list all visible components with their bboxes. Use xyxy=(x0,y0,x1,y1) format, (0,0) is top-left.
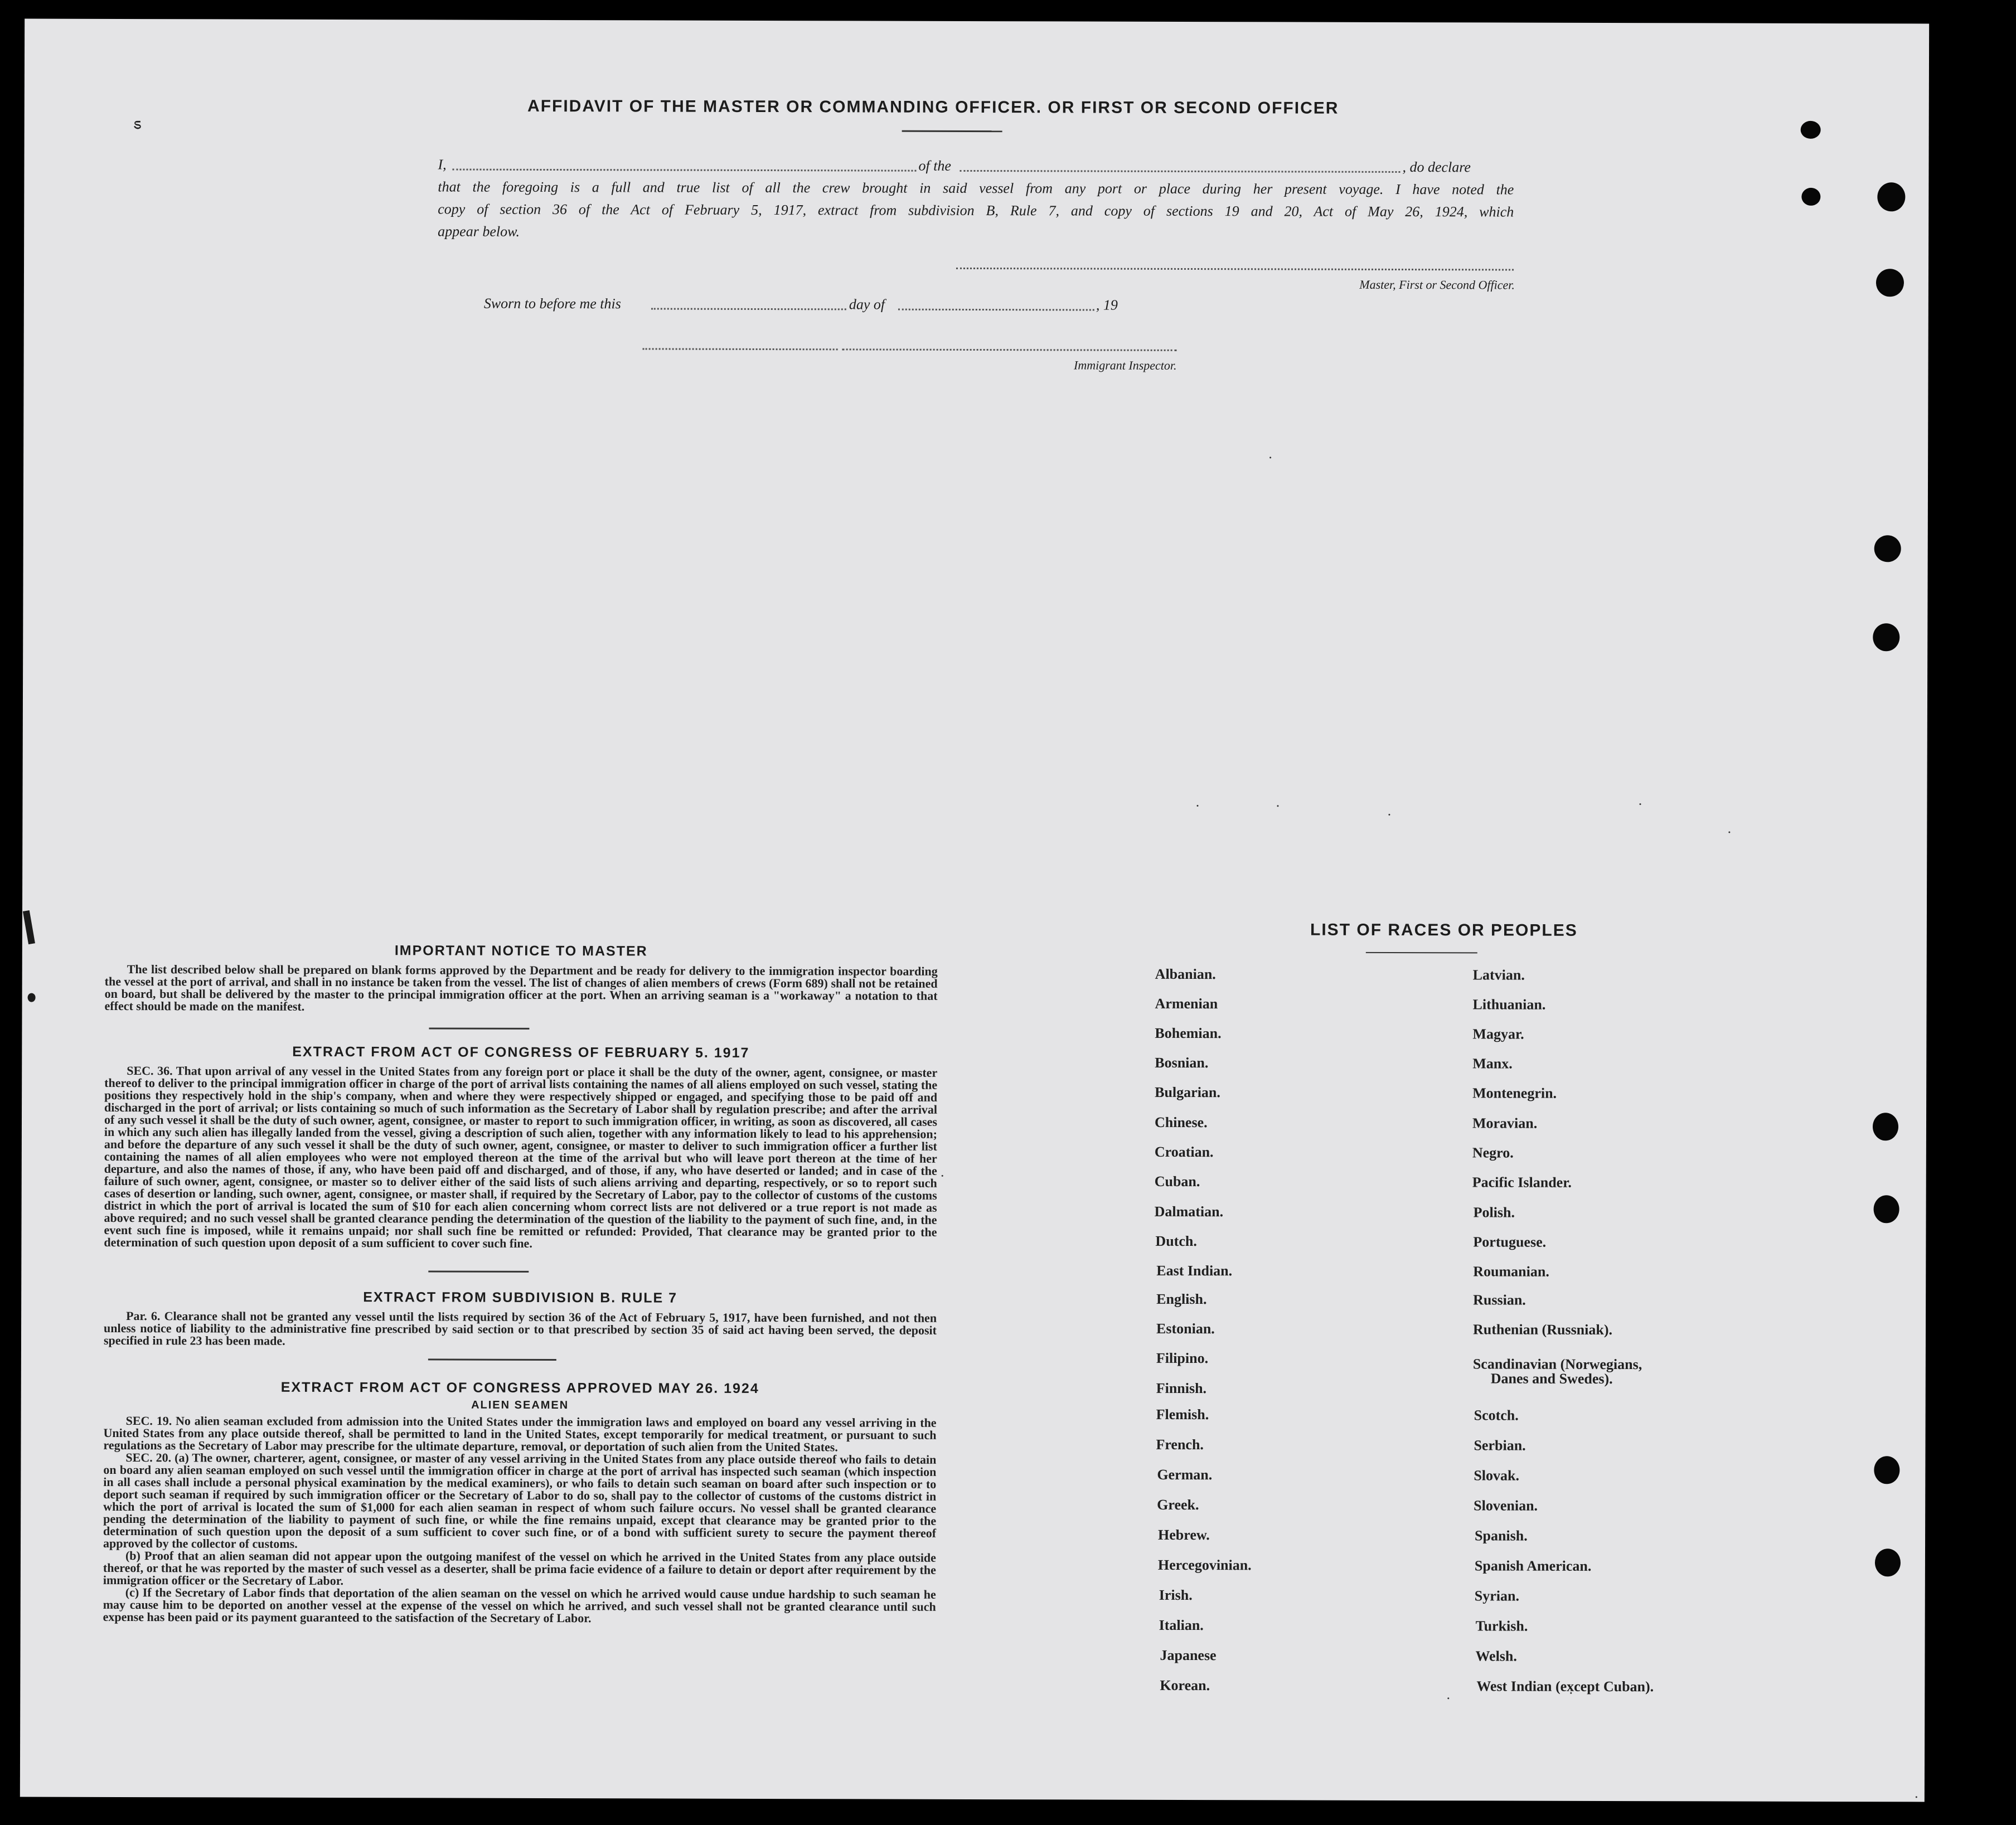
race-item: German. xyxy=(1157,1466,1213,1483)
affidavit-declare: , do declare xyxy=(1402,159,1471,176)
race-item: Irish. xyxy=(1159,1586,1193,1604)
day-blank[interactable] xyxy=(651,308,846,310)
race-item: Dalmatian. xyxy=(1154,1203,1224,1220)
notice-body xyxy=(105,963,938,1015)
edge-mark: ಽ xyxy=(133,116,142,133)
race-item: Manx. xyxy=(1472,1055,1513,1072)
race-item: Armenian xyxy=(1155,995,1218,1012)
divider xyxy=(428,1358,556,1361)
race-item: Pacific Islander. xyxy=(1472,1174,1572,1191)
race-item: Negro. xyxy=(1472,1144,1514,1161)
race-item: English. xyxy=(1156,1290,1207,1308)
race-item: Japanese xyxy=(1160,1647,1217,1664)
extract-1917-title: EXTRACT FROM ACT OF CONGRESS OF FEBRUARY 5. 1917 xyxy=(292,1043,750,1061)
punch-hole xyxy=(1801,121,1821,139)
race-item: Bulgarian. xyxy=(1155,1084,1220,1101)
extract-1924-subtitle: ALIEN SEAMEN xyxy=(471,1399,569,1412)
divider xyxy=(902,130,1002,132)
affidavit-line-3: copy of section 36 of the Act of February 5, 1917, extract from subdivision B, Rule 7, and copy of sections 19 and 20, Act of May 26, 1924, which xyxy=(438,201,1514,220)
race-item: Greek. xyxy=(1157,1496,1199,1513)
inspector-signature-line[interactable] xyxy=(643,348,838,350)
race-item: Roumanian. xyxy=(1473,1263,1549,1280)
sworn-year: , 19 xyxy=(1096,297,1118,313)
punch-hole xyxy=(1873,623,1899,651)
race-item: Turkish. xyxy=(1475,1618,1528,1634)
extract-1924-title: EXTRACT FROM ACT OF CONGRESS APPROVED MAY 26. 1924 xyxy=(280,1379,759,1396)
divider xyxy=(429,1027,529,1029)
race-item: Polish. xyxy=(1473,1204,1515,1221)
affidavit-line-1 xyxy=(438,156,1514,178)
races-title: LIST OF RACES OR PEOPLES xyxy=(1310,920,1578,940)
race-item: Portuguese. xyxy=(1473,1234,1547,1250)
punch-hole xyxy=(1874,535,1901,562)
race-item: Welsh. xyxy=(1475,1648,1517,1664)
affidavit-of-the: of the xyxy=(918,157,952,174)
section-20c: (c) If the Secretary of Labor finds that deportation of the alien seaman on the vessel on which he arrived would cause undue hardship to such seaman he may cause him to be deported on another vessel at the expense of the vessel on which he arrived, and such vessel shall not be granted clearance until such expense has been paid or its payment guaranteed to the satisfaction of the Secretary of Labor. xyxy=(103,1585,936,1625)
race-item: East Indian. xyxy=(1156,1262,1233,1279)
race-item: Dutch. xyxy=(1155,1232,1197,1250)
race-item: French. xyxy=(1156,1436,1204,1453)
race-item: Chinese. xyxy=(1154,1114,1208,1131)
paragraph-6: Par. 6. Clearance shall not be granted any vessel until the lists required by section 36 of the Act of February 5, 1917, have been furnished, and not then unless notice of liability to the administrative fine prescribed by said section or to that prescribed by section 35 of said act having been served, the deposit specified in rule 23 has been made. xyxy=(103,1309,937,1348)
race-item: Flemish. xyxy=(1156,1406,1209,1423)
race-item: Estonian. xyxy=(1156,1320,1215,1337)
race-item: Syrian. xyxy=(1474,1588,1520,1604)
inspector-signature-line-2[interactable] xyxy=(842,348,1177,351)
section-36: SEC. 36. That upon arrival of any vessel in the United States from any foreign port or place it shall be the duty of the owner, agent, consignee, or master thereof to deliver to the principal immigration officer in charge of the port of arrival lists containing the names of all aliens employed on such vessel, stating the positions they respectively hold in the ship's company, when and where they were respectively shipped or engaged, and specifying those to be paid off and discharged in the port of arrival; or lists containing so much of such information as the Secretary of Labor shall by regulation prescribe; and after the arrival of any such vessel it shall be the duty of such owner, agent, consignee, or master to report to such immigration officer, in writing, as soon as discovered, all cases in which any such alien has illegally landed from the vessel, giving a description of such alien, together with any information likely to lead to his apprehension; and before the departure of any such vessel it shall be the duty of such owner, agent, consignee, or master to deliver to such immigration officer a further list containing the names of all alien employees who were not employed thereon at the time of the arrival but who will leave port thereon at the time of her departure, and also the names of those, if any, who have been paid off and discharged, and of those, if any, who have deserted or landed; and in case of the failure of such owner, agent, consignee, or master so to deliver either of the said lists of such aliens arriving and departing, respectively, or so to report such cases of desertion or landing, such owner, agent, consignee, or master shall, if required by the Secretary of Labor, pay to the collector of customs of the customs district in which the port of arrival is located the sum of $10 for each alien concerning whom correct lists are not delivered or a true report is not made as above required; and no such vessel shall be granted clearance pending the determination of the question of the liability to the payment of such fine, and, in the event such fine is imposed, while it remains unpaid; nor shall such fine be remitted or refunded: Provided, That clearance may be granted prior to the determination of such question upon deposit of a sum sufficient to cover such fine. xyxy=(104,1064,938,1250)
inspector-label: Immigrant Inspector. xyxy=(1073,358,1177,372)
race-item: Croatian. xyxy=(1154,1143,1214,1161)
section-20b: (b) Proof that an alien seaman did not appear upon the outgoing manifest of the vessel on which he arrived in the United States from any place outside thereof, or that he was reported by the master of such vessel as a deserter, shall be prima facie evidence of a failure to detain or deport after requirement by the immigration officer or the Secretary of Labor. xyxy=(103,1549,936,1588)
race-item: Moravian. xyxy=(1472,1115,1538,1132)
punch-hole xyxy=(1801,188,1820,206)
month-blank[interactable] xyxy=(898,309,1094,311)
affidavit-line-4: appear below. xyxy=(438,223,520,240)
vessel-blank[interactable] xyxy=(959,170,1400,173)
extract-1924-body xyxy=(103,1415,937,1625)
race-item: West Indian (except Cuban). xyxy=(1476,1678,1654,1695)
race-item: Danes and Swedes). xyxy=(1490,1370,1613,1387)
race-item: Scotch. xyxy=(1474,1407,1519,1424)
divider xyxy=(1366,952,1477,954)
race-item: Albanian. xyxy=(1155,965,1216,983)
race-item: Magyar. xyxy=(1472,1026,1524,1042)
extract-rule7-title: EXTRACT FROM SUBDIVISION B. RULE 7 xyxy=(363,1289,678,1306)
sworn-day-of: day of xyxy=(849,296,885,313)
section-19: SEC. 19. No alien seaman excluded from admission into the United States under the immigration laws and employed on board any vessel arriving in the United States from any place outside thereof, shall be permitted to land in the United States, except temporarily for medical treatment, or pursuant to such regulations as the Secretary of Labor may prescribe for the ultimate departure, removal, or deportation of such alien from the United States. xyxy=(103,1414,937,1454)
race-item: Slovak. xyxy=(1474,1467,1520,1484)
race-item: Scandinavian (Norwegians, xyxy=(1472,1356,1642,1373)
race-item: Korean. xyxy=(1160,1677,1210,1694)
name-blank[interactable] xyxy=(452,169,916,172)
race-item: Finnish. xyxy=(1156,1380,1207,1397)
master-signature-line[interactable] xyxy=(956,268,1514,271)
race-item: Lithuanian. xyxy=(1472,996,1546,1013)
section-20a: SEC. 20. (a) The owner, charterer, agent, consignee, or master of any vessel arriving in the United States from any place outside thereof who fails to detain on board any alien seaman employed on such vessel until the immigration officer in charge at the port of arrival has inspected such seaman (which inspection in all cases shall include a personal physical examination by the medical examiners), or who fails to detain such seaman on board after such inspection or to deport such seaman if required by such immigration officer or the Secretary of Labor to do so, shall pay to the collector of customs of the customs district in which the port of arrival is located the sum of $1,000 for each alien seaman in respect of whom such failure occurs. No vessel shall be granted clearance pending the determination of the liability to payment of such fine, or while the fine remains unpaid, except that clearance may be granted prior to the determination of such question upon the deposit of a sum sufficient to cover such fine, or of a bond with sufficient surety to secure the payment thereof approved by the collector of customs. xyxy=(103,1450,937,1551)
edge-mark xyxy=(28,993,36,1002)
race-item: Filipino. xyxy=(1156,1350,1209,1367)
affidavit-title: AFFIDAVIT OF THE MASTER OR COMMANDING OFFICER. OR FIRST OR SECOND OFFICER xyxy=(527,96,1339,118)
punch-hole xyxy=(1877,182,1905,211)
race-item: Russian. xyxy=(1473,1292,1526,1308)
extract-rule7-body xyxy=(104,1310,937,1349)
race-item: Latvian. xyxy=(1472,967,1525,983)
race-item: Spanish. xyxy=(1475,1527,1528,1544)
divider xyxy=(428,1270,529,1272)
punch-hole xyxy=(1876,269,1904,297)
race-item: Hercegovinian. xyxy=(1157,1556,1252,1574)
punch-hole xyxy=(1875,1549,1901,1576)
sworn-prefix: Sworn to before me this xyxy=(483,295,621,312)
affidavit-line-2: that the foregoing is a full and true list of all the crew brought in said vessel from any port or place during her present voyage. I have noted the xyxy=(438,178,1514,198)
punch-hole xyxy=(1874,1195,1899,1223)
punch-hole xyxy=(1873,1113,1898,1140)
race-item: Italian. xyxy=(1159,1617,1204,1634)
race-item: Slovenian. xyxy=(1474,1497,1538,1514)
race-item: Spanish American. xyxy=(1474,1557,1592,1574)
extract-1917-body xyxy=(104,1065,937,1251)
affidavit-i: I, xyxy=(438,156,447,173)
edge-mark xyxy=(23,910,35,944)
race-item: Bosnian. xyxy=(1155,1054,1209,1071)
notice-paragraph: The list described below shall be prepared on blank forms approved by the Department and be ready for delivery to the immigration inspector boarding the vessel at the port of arrival, and shall in no instance be taken from the vessel. The list of changes of alien members of crews (Form 689) shall not be retained on board, but shall be delivered by the master to the principal immigration officer at the port. When an arriving seaman is a "workaway" a notation to that effect should be made on the manifest. xyxy=(104,962,938,1013)
document-page xyxy=(20,19,1929,1802)
punch-hole xyxy=(1874,1456,1899,1484)
race-item: Serbian. xyxy=(1474,1437,1526,1454)
sworn-line xyxy=(484,295,1153,316)
race-item: Montenegrin. xyxy=(1472,1085,1557,1101)
notice-title: IMPORTANT NOTICE TO MASTER xyxy=(394,943,648,959)
race-item: Bohemian. xyxy=(1155,1025,1222,1042)
master-signature-label: Master, First or Second Officer. xyxy=(1359,277,1515,292)
race-item: Ruthenian (Russniak). xyxy=(1472,1321,1613,1338)
race-item: Cuban. xyxy=(1154,1173,1200,1190)
race-item: Hebrew. xyxy=(1158,1526,1210,1544)
